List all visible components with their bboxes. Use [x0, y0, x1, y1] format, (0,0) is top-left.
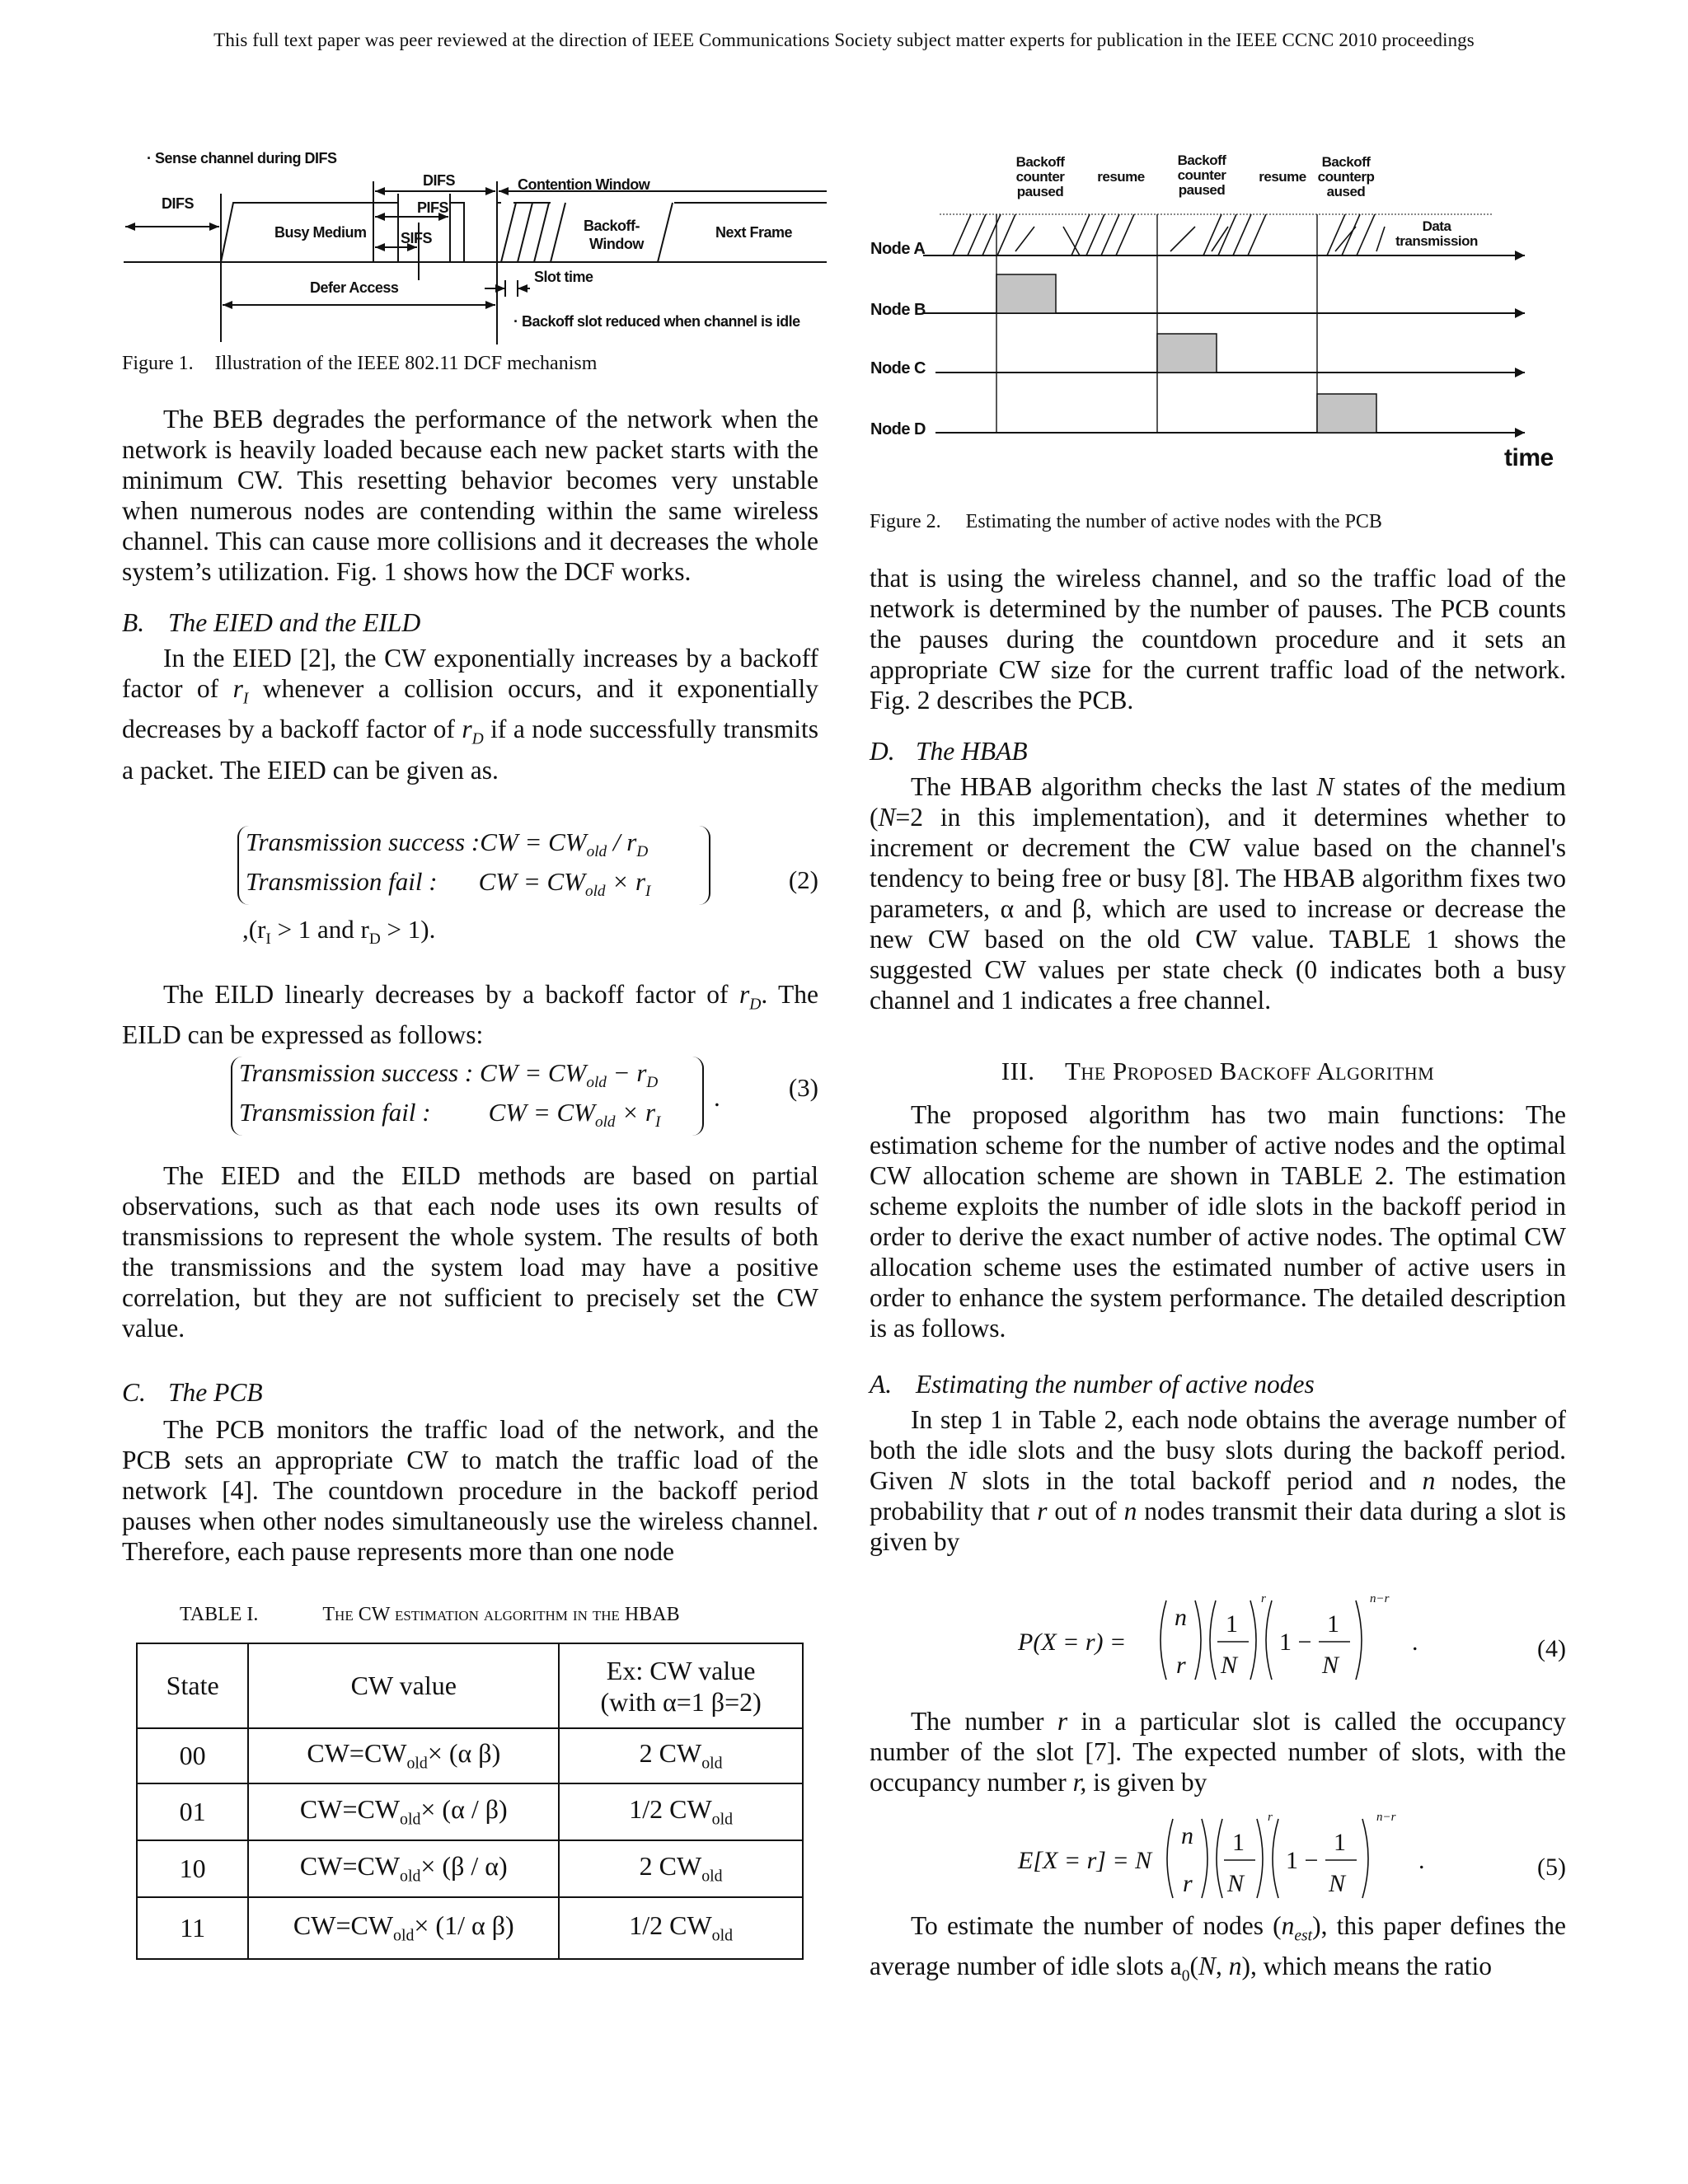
n-est-sub: est [1294, 1927, 1313, 1945]
pB2-part-b: . The EILD can be expressed as follows: [122, 980, 818, 1050]
section-3-heading [870, 1057, 1566, 1086]
equation-3 [122, 1055, 818, 1146]
pA1-e: nodes transmit their data during a slot is given by [870, 1497, 1566, 1556]
cw-b: × (α β) [427, 1738, 501, 1769]
r-d-symbol-2 [738, 980, 762, 1014]
pA1-d: out of [1047, 1497, 1124, 1526]
fig1-busy-medium: Busy Medium [274, 224, 367, 241]
pA2-a: The number [911, 1707, 1057, 1736]
section-a-label: A. [870, 1370, 893, 1399]
cw-sub: old [400, 1867, 421, 1886]
eq3-dot: . [714, 1083, 720, 1112]
fig2-node-c: Node C [870, 359, 926, 377]
table-cell-state: 01 [137, 1783, 248, 1840]
equation-2 [122, 824, 818, 956]
eq3-row1-a: CW = CW [479, 1058, 587, 1087]
n-est-n: n [1281, 1911, 1295, 1940]
eq2-row-1 [246, 827, 648, 861]
ex-sub: old [701, 1754, 723, 1773]
cw-a: CW=CW [293, 1910, 394, 1941]
eq3-row2-label: Transmission fail : [239, 1098, 431, 1127]
eq3-row2-eq [488, 1098, 661, 1132]
fig1-defer-access: Defer Access [310, 279, 399, 296]
th-example-line2: (with α=1 β=2) [600, 1686, 762, 1717]
eq4-lhs: P(X = r) = [1018, 1629, 1127, 1656]
section-d-heading [870, 737, 1566, 766]
section-b-heading [122, 608, 818, 638]
pA3-d: , [1216, 1952, 1229, 1981]
right-column-text [870, 563, 1566, 1557]
eq4-N-2: N [1322, 1652, 1339, 1679]
N-symbol-2: N [878, 803, 896, 832]
pD1-a: The HBAB algorithm checks the last [911, 772, 1317, 801]
ex-sub: old [711, 1926, 733, 1945]
n-symbol-2: n [1123, 1497, 1137, 1526]
eq2-row1-b: / r [607, 827, 637, 856]
cw-a: CW=CW [299, 1794, 401, 1825]
r-letter-2: r [462, 715, 472, 744]
cw-b: × (1/ α β) [414, 1910, 514, 1941]
fig2-paused3-c: aused [1326, 184, 1366, 199]
fig2-paused1-b: counter [1015, 169, 1065, 185]
eq2-cond-a: ,(r [242, 915, 266, 944]
eq5-n: n [1181, 1822, 1193, 1849]
eq2-row1-sub: old [586, 843, 607, 861]
eq2-conditions [242, 915, 435, 949]
table-cell-state: 11 [137, 1897, 248, 1959]
table-cell-cw [248, 1840, 559, 1897]
eq5-dot: . [1418, 1847, 1425, 1874]
pB1-part-c: if a node successfully transmits a packet. The EIED can be given as. [122, 715, 818, 785]
cw-sub: old [400, 1810, 421, 1829]
pD1-c: =2 in this implementation), and it determines whether to increment or decrement the CW value based on the channel's tendency to being free or busy [8]. The HBAB algorithm fixes two parameters, α and β, which are used to increase or decrease the new CW based on the old CW value. TABLE 1 shows the suggested CW values per state check (0 indicates both a busy channel and 1 indicates a free channel. [870, 803, 1566, 1015]
eq2-row2-sub: old [584, 883, 606, 901]
table-cell-cw [248, 1897, 559, 1959]
N-symbol-4: N [1198, 1952, 1217, 1981]
eq2-cond-sub1: I [265, 930, 271, 949]
eq5-one-2: 1 [1334, 1829, 1346, 1856]
right-paragraph-1: that is using the wireless channel, and so the traffic load of the network is determined by the number of pauses. The PCB counts the pauses during the countdown procedure and it sets an appropriate CW size for the current traffic load of the network. Fig. 2 describes the PCB. [870, 564, 1566, 715]
eq2-row1-eq [480, 827, 649, 861]
eq4-one: 1 [1226, 1610, 1238, 1638]
section-b-label: B. [122, 608, 145, 637]
eq3-number: (3) [788, 1073, 818, 1102]
eq2-row2-eq [478, 867, 651, 901]
section-a-title: Estimating the number of active nodes [916, 1370, 1315, 1399]
left-column-text [122, 404, 818, 785]
table-cell-example [559, 1840, 803, 1897]
eq2-row-2 [246, 867, 650, 901]
table-cell-example [559, 1783, 803, 1840]
pA1-a: In step 1 in Table 2, each node obtains the average number of both the idle slots and the busy slots during the backoff period. Given [870, 1405, 1566, 1495]
table-row [137, 1840, 803, 1897]
eq3-row1-sub: old [586, 1074, 607, 1092]
fig1-next-frame: Next Frame [715, 224, 793, 241]
cw-b: × (α / β) [420, 1794, 508, 1825]
equation-4 [870, 1591, 1578, 1690]
fig2-data-a: Data [1422, 218, 1451, 234]
table-cell-state: 00 [137, 1728, 248, 1783]
section-c-label: C. [122, 1378, 146, 1407]
table-header-row [137, 1643, 803, 1728]
eq3-row1-b: − r [606, 1058, 647, 1087]
pA3-e: ), which means the ratio [1241, 1952, 1493, 1981]
cw-sub: old [393, 1926, 415, 1945]
pB2-part-a: The EILD linearly decreases by a backoff factor of [163, 980, 739, 1009]
section-a-paragraph-2 [870, 1706, 1566, 1797]
cw-a: CW=CW [307, 1738, 407, 1769]
eq3-row1-sub2: D [646, 1074, 659, 1092]
fig2-paused2-a: Backoff [1177, 152, 1226, 168]
th-example-line1: Ex: CW value [606, 1655, 756, 1685]
section-d-label: D. [870, 737, 895, 766]
fig1-contention-window: Contention Window [518, 176, 650, 193]
r-letter: r [232, 674, 243, 703]
table-cell-cw [248, 1728, 559, 1783]
figure-1-diagram [122, 148, 831, 354]
table-1 [136, 1643, 804, 1960]
eq5-exp-nr: n−r [1376, 1811, 1396, 1824]
a-sub: 0 [1181, 1967, 1190, 1985]
ex-a: 2 CW [639, 1851, 702, 1882]
eq4-n: n [1175, 1604, 1187, 1631]
eq4-exp-nr: n−r [1370, 1592, 1390, 1605]
section-a-heading [870, 1370, 1566, 1399]
fig1-sense-label: · Sense channel during DIFS [147, 150, 337, 166]
ex-a: 1/2 CW [629, 1910, 712, 1941]
fig1-difs-top: DIFS [423, 172, 456, 189]
eq5-r: r [1183, 1870, 1193, 1897]
figure-2-caption-text: Estimating the number of active nodes with the PCB [965, 511, 1382, 532]
eq4-dot: . [1412, 1629, 1418, 1656]
r-symbol-3: r, [1072, 1768, 1087, 1797]
fig2-paused3-b: counterp [1317, 169, 1375, 185]
fig2-paused1-c: paused [1016, 184, 1064, 199]
ex-sub: old [701, 1867, 723, 1886]
section-3-title: The Proposed Backoff Algorithm [1064, 1057, 1435, 1085]
fig1-backoff-window-1: Backoff- [584, 218, 640, 234]
eq3-row2-b: × r [615, 1098, 656, 1127]
eq3-row2-sub2: I [655, 1113, 661, 1132]
fig2-paused3-a: Backoff [1321, 154, 1371, 170]
right-column-text-3 [870, 1910, 1566, 1992]
section-c-paragraph-1: The PCB monitors the traffic load of the network, and the PCB sets an appropriate CW to match the traffic load of the network [4]. The countdown procedure in the backoff period pauses when other nodes simultaneously use the wireless channel. Therefore, each pause represents more than one node [122, 1415, 818, 1566]
section-b-paragraph-2 [122, 979, 818, 1050]
fig1-difs-left: DIFS [162, 195, 195, 212]
table-cell-example [559, 1728, 803, 1783]
table-row [137, 1728, 803, 1783]
pD1-b: states of the medium ( [870, 772, 1566, 832]
table-cell-state: 10 [137, 1840, 248, 1897]
figure-1-caption-text: Illustration of the IEEE 802.11 DCF mechanism [214, 353, 598, 374]
table-row [137, 1783, 803, 1840]
eq4-exp-r: r [1261, 1592, 1266, 1605]
eq3-row1-label: Transmission success : [239, 1058, 474, 1087]
fig2-node-d: Node D [870, 420, 926, 438]
cw-sub: old [406, 1754, 428, 1773]
left-column-text-3 [122, 1160, 818, 1567]
n-est-symbol [1281, 1911, 1313, 1945]
eq4-r: r [1176, 1652, 1186, 1679]
ex-sub: old [711, 1810, 733, 1829]
eq2-row2-b: × r [605, 867, 646, 896]
section-d-paragraph-1 [870, 771, 1566, 1015]
r-d-sub: D [471, 730, 484, 748]
eq3-row2-a: CW = CW [488, 1098, 595, 1127]
fig1-pifs: PIFS [417, 199, 449, 216]
eq5-one-minus: 1 − [1286, 1847, 1319, 1874]
eq3-row-2 [239, 1098, 660, 1132]
eq5-one: 1 [1232, 1829, 1245, 1856]
r-letter-3: r [738, 980, 750, 1009]
eq2-row2-label: Transmission fail : [246, 867, 438, 896]
ex-a: 1/2 CW [629, 1794, 712, 1825]
fig1-backoff-window-2: Window [589, 236, 644, 252]
fig2-resume2: resume [1259, 169, 1306, 185]
section-d-title: The HBAB [916, 737, 1028, 766]
table-cell-cw [248, 1783, 559, 1840]
eq2-cond-b: > 1 and r [270, 915, 369, 944]
eq2-row2-a: CW = CW [478, 867, 585, 896]
table-cell-example [559, 1897, 803, 1959]
table-1-caption: The CW estimation algorithm in the HBAB [322, 1604, 680, 1625]
eq3-row2-sub: old [594, 1113, 616, 1132]
fig2-time: time [1504, 444, 1554, 471]
section-3-paragraph-1: The proposed algorithm has two main functions: The estimation scheme for the number of active nodes and the optimal CW allocation scheme are shown in TABLE 2. The estimation scheme exploits the number of idle slots in the backoff period in order to derive the exact number of active nodes. The optimal CW allocation scheme uses the estimated number of active users in order to enhance the system performance. The detailed description is as follows. [870, 1100, 1566, 1343]
eq2-row2-sub2: I [645, 883, 651, 901]
pA3-a: To estimate the number of nodes ( [911, 1911, 1282, 1940]
section-a-paragraph-3 [870, 1910, 1566, 1992]
fig2-data-b: transmission [1395, 233, 1478, 249]
N-symbol: N [1316, 772, 1334, 801]
section-c-heading [122, 1378, 818, 1408]
r-d-sub-2: D [749, 996, 762, 1014]
eq4-one-2: 1 [1327, 1610, 1339, 1638]
fig1-backoff-reduced: · Backoff slot reduced when channel is idle [513, 313, 800, 330]
n-symbol-3: n [1228, 1952, 1242, 1981]
figure-1-caption [122, 353, 597, 375]
figure-1-caption-num: Figure 1. [122, 353, 194, 374]
r-i-sub: I [242, 690, 249, 708]
pA3-b: ), this paper defines the average number of idle slots a [870, 1911, 1566, 1981]
right-column-text-2 [870, 1706, 1566, 1797]
section-b-paragraph-1 [122, 643, 818, 785]
n-symbol: n [1422, 1466, 1436, 1495]
section-c-title: The PCB [168, 1378, 263, 1407]
ex-a: 2 CW [639, 1738, 702, 1769]
pA1-c: nodes, the probability that [870, 1466, 1566, 1526]
pA2-b: in a particular slot is called the occupancy number of the slot [7]. The expected number of slots, with the occupancy number [870, 1707, 1566, 1797]
eq3-row1-eq [479, 1058, 659, 1092]
r-d-symbol [462, 715, 484, 748]
pA3-c: ( [1189, 1952, 1199, 1981]
left-column-text-2 [122, 979, 818, 1050]
fig2-resume1: resume [1097, 169, 1145, 185]
eq4-N: N [1221, 1652, 1238, 1679]
eq4-number: (4) [1537, 1635, 1566, 1662]
eq4-one-minus: 1 − [1279, 1629, 1312, 1656]
figure-2-caption-num: Figure 2. [870, 511, 941, 532]
section-3-num: III. [1001, 1057, 1035, 1085]
r-symbol: r [1037, 1497, 1048, 1526]
fig1-slot-time: Slot time [534, 269, 593, 285]
pA1-b: slots in the total backoff period and [966, 1466, 1423, 1495]
equation-5 [870, 1809, 1578, 1908]
N-symbol-3: N [949, 1466, 967, 1495]
table-1-title [180, 1604, 680, 1626]
eq5-lhs: E[X = r] = N [1018, 1847, 1152, 1874]
eq2-row1-sub2: D [636, 843, 649, 861]
left-paragraph-1: The BEB degrades the performance of the network when the network is heavily loaded because each new packet starts with the minimum CW. This resetting behavior becomes very unstable when numerous nodes are contending within the same wireless channel. This can cause more collisions and it decreases the whole system’s utilization. Fig. 1 shows how the DCF works. [122, 405, 818, 586]
cw-a: CW=CW [299, 1851, 401, 1882]
r-i-symbol [232, 674, 249, 708]
section-b-paragraph-3: The EIED and the EILD methods are based on partial observations, such as that each node uses its own results of transmissions to represent the whole system. The results of both the transmissions and the system load may have a positive correlation, but they are not sufficient to precisely set the CW value. [122, 1161, 818, 1343]
th-cw-value: CW value [248, 1643, 559, 1728]
th-state: State [137, 1643, 248, 1728]
eq2-cond-c: > 1). [380, 915, 436, 944]
eq2-number: (2) [788, 865, 818, 894]
eq2-row1-a: CW = CW [480, 827, 587, 856]
pB1-part-b: whenever a collision occurs, and it exponentially decreases by a backoff factor of [122, 674, 819, 744]
cw-b: × (β / α) [420, 1851, 508, 1882]
fig2-node-a: Node A [870, 240, 926, 258]
eq5-N-2: N [1329, 1870, 1346, 1897]
fig2-paused2-b: counter [1177, 167, 1226, 183]
fig2-paused2-c: paused [1178, 182, 1226, 198]
eq2-cond-sub2: D [368, 930, 381, 949]
fig2-node-b: Node B [870, 301, 926, 319]
figure-2-caption [870, 511, 1382, 533]
pA2-c: is given by [1086, 1768, 1207, 1797]
eq5-N: N [1227, 1870, 1245, 1897]
page-header: This full text paper was peer reviewed at the direction of IEEE Communications Society subject matter experts for publication in the IEEE CCNC 2010 proceedings [213, 30, 1475, 50]
eq3-row-1 [239, 1058, 658, 1092]
r-symbol-2: r [1057, 1707, 1068, 1736]
table-1-label: TABLE I. [180, 1604, 259, 1625]
pB1-part-a: In the EIED [2], the CW exponentially increases by a backoff factor of [122, 644, 818, 703]
table-row [137, 1897, 803, 1959]
section-b-title: The EIED and the EILD [168, 608, 421, 637]
eq5-number: (5) [1537, 1854, 1566, 1881]
eq2-row1-label: Transmission success : [246, 827, 481, 856]
section-a-paragraph-1 [870, 1404, 1566, 1557]
th-example [559, 1643, 803, 1728]
figure-2-diagram [865, 148, 1574, 478]
eq5-exp-r: r [1268, 1811, 1273, 1824]
fig2-paused1-a: Backoff [1015, 154, 1065, 170]
fig1-sifs: SIFS [401, 230, 433, 246]
